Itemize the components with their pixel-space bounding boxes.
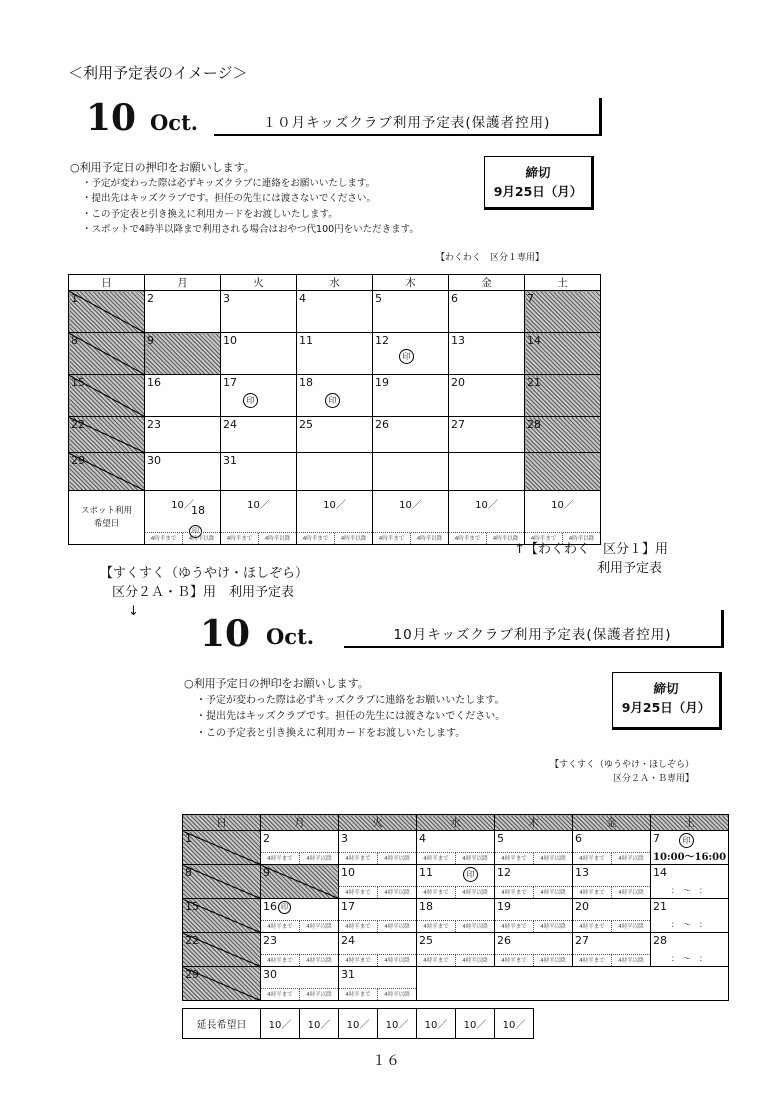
extension-label: 延長希望日: [183, 1009, 261, 1039]
weekday-header: 水: [417, 815, 495, 831]
day-cell[interactable]: 6: [449, 291, 525, 333]
day-cell-saturday[interactable]: 7 印 10:00～16:00: [651, 831, 729, 865]
day-cell[interactable]: 5: [373, 291, 449, 333]
day-cell[interactable]: 19 4時半まで 4時半以降: [495, 899, 573, 933]
form2-notes-lead: ○利用予定日の押印をお願いします。: [184, 677, 369, 690]
day-cell[interactable]: 25 4時半まで 4時半以降: [417, 933, 495, 967]
day-cell[interactable]: 20 4時半まで 4時半以降: [573, 899, 651, 933]
day-cell[interactable]: 12 印: [373, 333, 449, 375]
day-cell[interactable]: 17 印: [221, 375, 297, 417]
extension-date-entry[interactable]: 10／: [261, 1009, 300, 1039]
day-cell-saturday[interactable]: 14 ： ～ ：: [651, 865, 729, 899]
day-cell-closed: 9: [145, 333, 221, 375]
form2-deadline-label: 締切: [653, 681, 679, 696]
day-cell[interactable]: 30 4時半まで 4時半以降: [261, 967, 339, 1001]
form1-deadline-date: 9月25日（月）: [493, 184, 583, 199]
day-cell[interactable]: 2 4時半まで 4時半以降: [261, 831, 339, 865]
weekday-header: 土: [651, 815, 729, 831]
day-cell[interactable]: 18 印: [297, 375, 373, 417]
weekday-header: 木: [373, 275, 449, 291]
weekday-header: 火: [339, 815, 417, 831]
caption-sukusuku: 【すくすく（ゆうやけ・ほしぞら） 区分２Ａ・Ｂ】用 利用予定表 ↓: [100, 566, 309, 619]
day-cell-closed: 28: [525, 417, 601, 453]
saturday-time-blank: ： ～ ：: [671, 886, 707, 895]
day-cell[interactable]: 4 4時半まで 4時半以降: [417, 831, 495, 865]
form2-title: 10月キッズクラブ利用予定表(保護者控用): [344, 610, 724, 648]
seal-stamp-icon: 印: [189, 525, 202, 538]
form2-category-label: 【すくすく（ゆうやけ・ほしぞら） 区分２Ａ・Ｂ専用】: [549, 760, 694, 784]
form1-note-item: ・この予定表と引き換えに利用カードをお渡しいたします。: [82, 208, 338, 220]
day-cell[interactable]: 30: [145, 453, 221, 491]
weekday-header: 火: [221, 275, 297, 291]
weekday-header: 木: [495, 815, 573, 831]
day-cell[interactable]: 31 4時半まで 4時半以降: [339, 967, 417, 1001]
day-cell[interactable]: 13 4時半まで 4時半以降: [573, 865, 651, 899]
day-cell[interactable]: 16 印 4時半まで 4時半以降: [261, 899, 339, 933]
day-cell[interactable]: 10 4時半まで 4時半以降: [339, 865, 417, 899]
spot-use-label: スポット利用 希望日: [69, 491, 145, 545]
saturday-time: 10:00～16:00: [653, 852, 727, 863]
page-number: １６: [372, 1053, 400, 1069]
form2-month-number: 10: [200, 613, 251, 655]
form2-notes: [184, 676, 604, 742]
extension-date-entry[interactable]: 10／: [417, 1009, 456, 1039]
day-cell-closed: 8: [183, 865, 261, 899]
form1-title: １０月キッズクラブ利用予定表(保護者控用): [214, 98, 602, 136]
seal-stamp-icon: 印: [243, 393, 258, 408]
day-cell[interactable]: 24 4時半まで 4時半以降: [339, 933, 417, 967]
day-cell-closed: 29: [69, 453, 145, 491]
weekday-header: 月: [145, 275, 221, 291]
saturday-time-blank: ： ～ ：: [671, 954, 707, 963]
day-cell[interactable]: 6 4時半まで 4時半以降: [573, 831, 651, 865]
form2-deadline-box: [612, 672, 722, 730]
seal-stamp-icon: 印: [278, 901, 291, 914]
seal-stamp-icon: 印: [463, 867, 478, 882]
page-heading: ＜利用予定表のイメージ＞: [68, 64, 248, 82]
form1-category-label: 【わくわく 区分１専用】: [436, 253, 545, 263]
spot-date-entry[interactable]: 10／ 4時半まで 4時半以降: [221, 491, 297, 545]
day-cell[interactable]: 18 4時半まで 4時半以降: [417, 899, 495, 933]
form1-month-abbr: Oct.: [150, 110, 199, 135]
form1-deadline-label: 締切: [525, 165, 551, 180]
day-cell[interactable]: 31: [221, 453, 297, 491]
day-cell[interactable]: 19: [373, 375, 449, 417]
form2-note-item: ・提出先はキッズクラブです。担任の先生には渡さないでください。: [196, 711, 506, 722]
form1-notes: [70, 160, 490, 238]
weekday-header: 日: [69, 275, 145, 291]
weekday-header: 日: [183, 815, 261, 831]
weekday-header: 月: [261, 815, 339, 831]
day-cell-saturday[interactable]: 21 ： ～ ：: [651, 899, 729, 933]
day-cell-saturday[interactable]: 28 ： ～ ：: [651, 933, 729, 967]
day-cell[interactable]: 26 4時半まで 4時半以降: [495, 933, 573, 967]
day-cell-closed: 15: [183, 899, 261, 933]
day-cell-closed: 15: [69, 375, 145, 417]
caption-wakuwaku: ↑【わくわく 区分１】用 利用予定表: [514, 542, 668, 576]
extension-row: [182, 1008, 534, 1039]
day-cell-closed: 22: [69, 417, 145, 453]
form1-note-item: ・スポットで4時半以降まで利用される場合はおやつ代100円をいただきます。: [82, 224, 419, 235]
day-cell[interactable]: 3: [221, 291, 297, 333]
day-cell-closed: 22: [183, 933, 261, 967]
day-cell[interactable]: 3 4時半まで 4時半以降: [339, 831, 417, 865]
day-cell-empty: [417, 967, 729, 1001]
extension-date-entry[interactable]: 10／: [495, 1009, 534, 1039]
form1-note-item: ・予定が変わった際は必ずキッズクラブに連絡をお願いいたします。: [82, 177, 376, 189]
weekday-header: 土: [525, 275, 601, 291]
day-cell[interactable]: 23 4時半まで 4時半以降: [261, 933, 339, 967]
day-cell-empty: [449, 453, 525, 491]
day-cell-closed: [525, 453, 601, 491]
day-cell[interactable]: 11 印 4時半まで 4時半以降: [417, 865, 495, 899]
spot-date-entry[interactable]: 10／ 18 印 4時半まで 4時半以降: [145, 491, 221, 545]
seal-stamp-icon: 印: [679, 833, 694, 848]
weekday-header: 金: [573, 815, 651, 831]
form1-deadline-box: [484, 156, 594, 210]
form2-month-abbr: Oct.: [266, 624, 315, 649]
spot-date-entry[interactable]: 10／ 4時半まで 4時半以降: [373, 491, 449, 545]
spot-date-entry[interactable]: 10／ 4時半まで 4時半以降: [525, 491, 601, 545]
seal-stamp-icon: 印: [325, 393, 340, 408]
day-cell[interactable]: 4: [297, 291, 373, 333]
day-cell[interactable]: 13: [449, 333, 525, 375]
spot-handwritten-day: 18: [191, 504, 205, 517]
day-cell-closed: 1: [183, 831, 261, 865]
day-cell[interactable]: 27 4時半まで 4時半以降: [573, 933, 651, 967]
form2-note-item: ・予定が変わった際は必ずキッズクラブに連絡をお願いいたします。: [196, 694, 505, 706]
day-cell[interactable]: 25: [297, 417, 373, 453]
extension-date-entry[interactable]: 10／: [300, 1009, 339, 1039]
seal-stamp-icon: 印: [399, 349, 414, 364]
day-cell-closed: 29: [183, 967, 261, 1001]
day-cell[interactable]: 23: [145, 417, 221, 453]
day-cell[interactable]: 12 4時半まで 4時半以降: [495, 865, 573, 899]
form1-calendar: [68, 274, 601, 545]
day-cell[interactable]: 27: [449, 417, 525, 453]
form1-notes-lead: ○利用予定日の押印をお願いします。: [70, 161, 255, 174]
day-cell[interactable]: 20: [449, 375, 525, 417]
form2-note-item: ・この予定表と引き換えに利用カードをお渡しいたします。: [196, 727, 466, 739]
day-cell[interactable]: 10: [221, 333, 297, 375]
form1-note-item: ・提出先はキッズクラブです。担任の先生には渡さないでください。: [82, 193, 376, 204]
day-cell[interactable]: 2: [145, 291, 221, 333]
day-cell-empty: [373, 453, 449, 491]
day-cell-closed: 21: [525, 375, 601, 417]
day-cell-closed: 7: [525, 291, 601, 333]
form1-month-number: 10: [86, 97, 137, 139]
weekday-header: 水: [297, 275, 373, 291]
extension-date-entry[interactable]: 10／: [456, 1009, 495, 1039]
form2-deadline-date: 9月25日（月）: [621, 700, 711, 715]
day-cell[interactable]: 26: [373, 417, 449, 453]
day-cell[interactable]: 17 4時半まで 4時半以降: [339, 899, 417, 933]
extension-date-entry[interactable]: 10／: [378, 1009, 417, 1039]
saturday-time-blank: ： ～ ：: [671, 920, 707, 929]
day-cell[interactable]: 5 4時半まで 4時半以降: [495, 831, 573, 865]
day-cell-closed: 8: [69, 333, 145, 375]
day-cell[interactable]: 11: [297, 333, 373, 375]
day-cell-closed: 1: [69, 291, 145, 333]
day-cell-closed: 9: [261, 865, 339, 899]
form2-calendar: [182, 814, 729, 1001]
day-cell[interactable]: 24: [221, 417, 297, 453]
weekday-header: 金: [449, 275, 525, 291]
day-cell-empty: [297, 453, 373, 491]
extension-date-entry[interactable]: 10／: [339, 1009, 378, 1039]
day-cell-closed: 14: [525, 333, 601, 375]
day-cell[interactable]: 16: [145, 375, 221, 417]
spot-date-entry[interactable]: 10／ 4時半まで 4時半以降: [297, 491, 373, 545]
spot-date-entry[interactable]: 10／ 4時半まで 4時半以降: [449, 491, 525, 545]
